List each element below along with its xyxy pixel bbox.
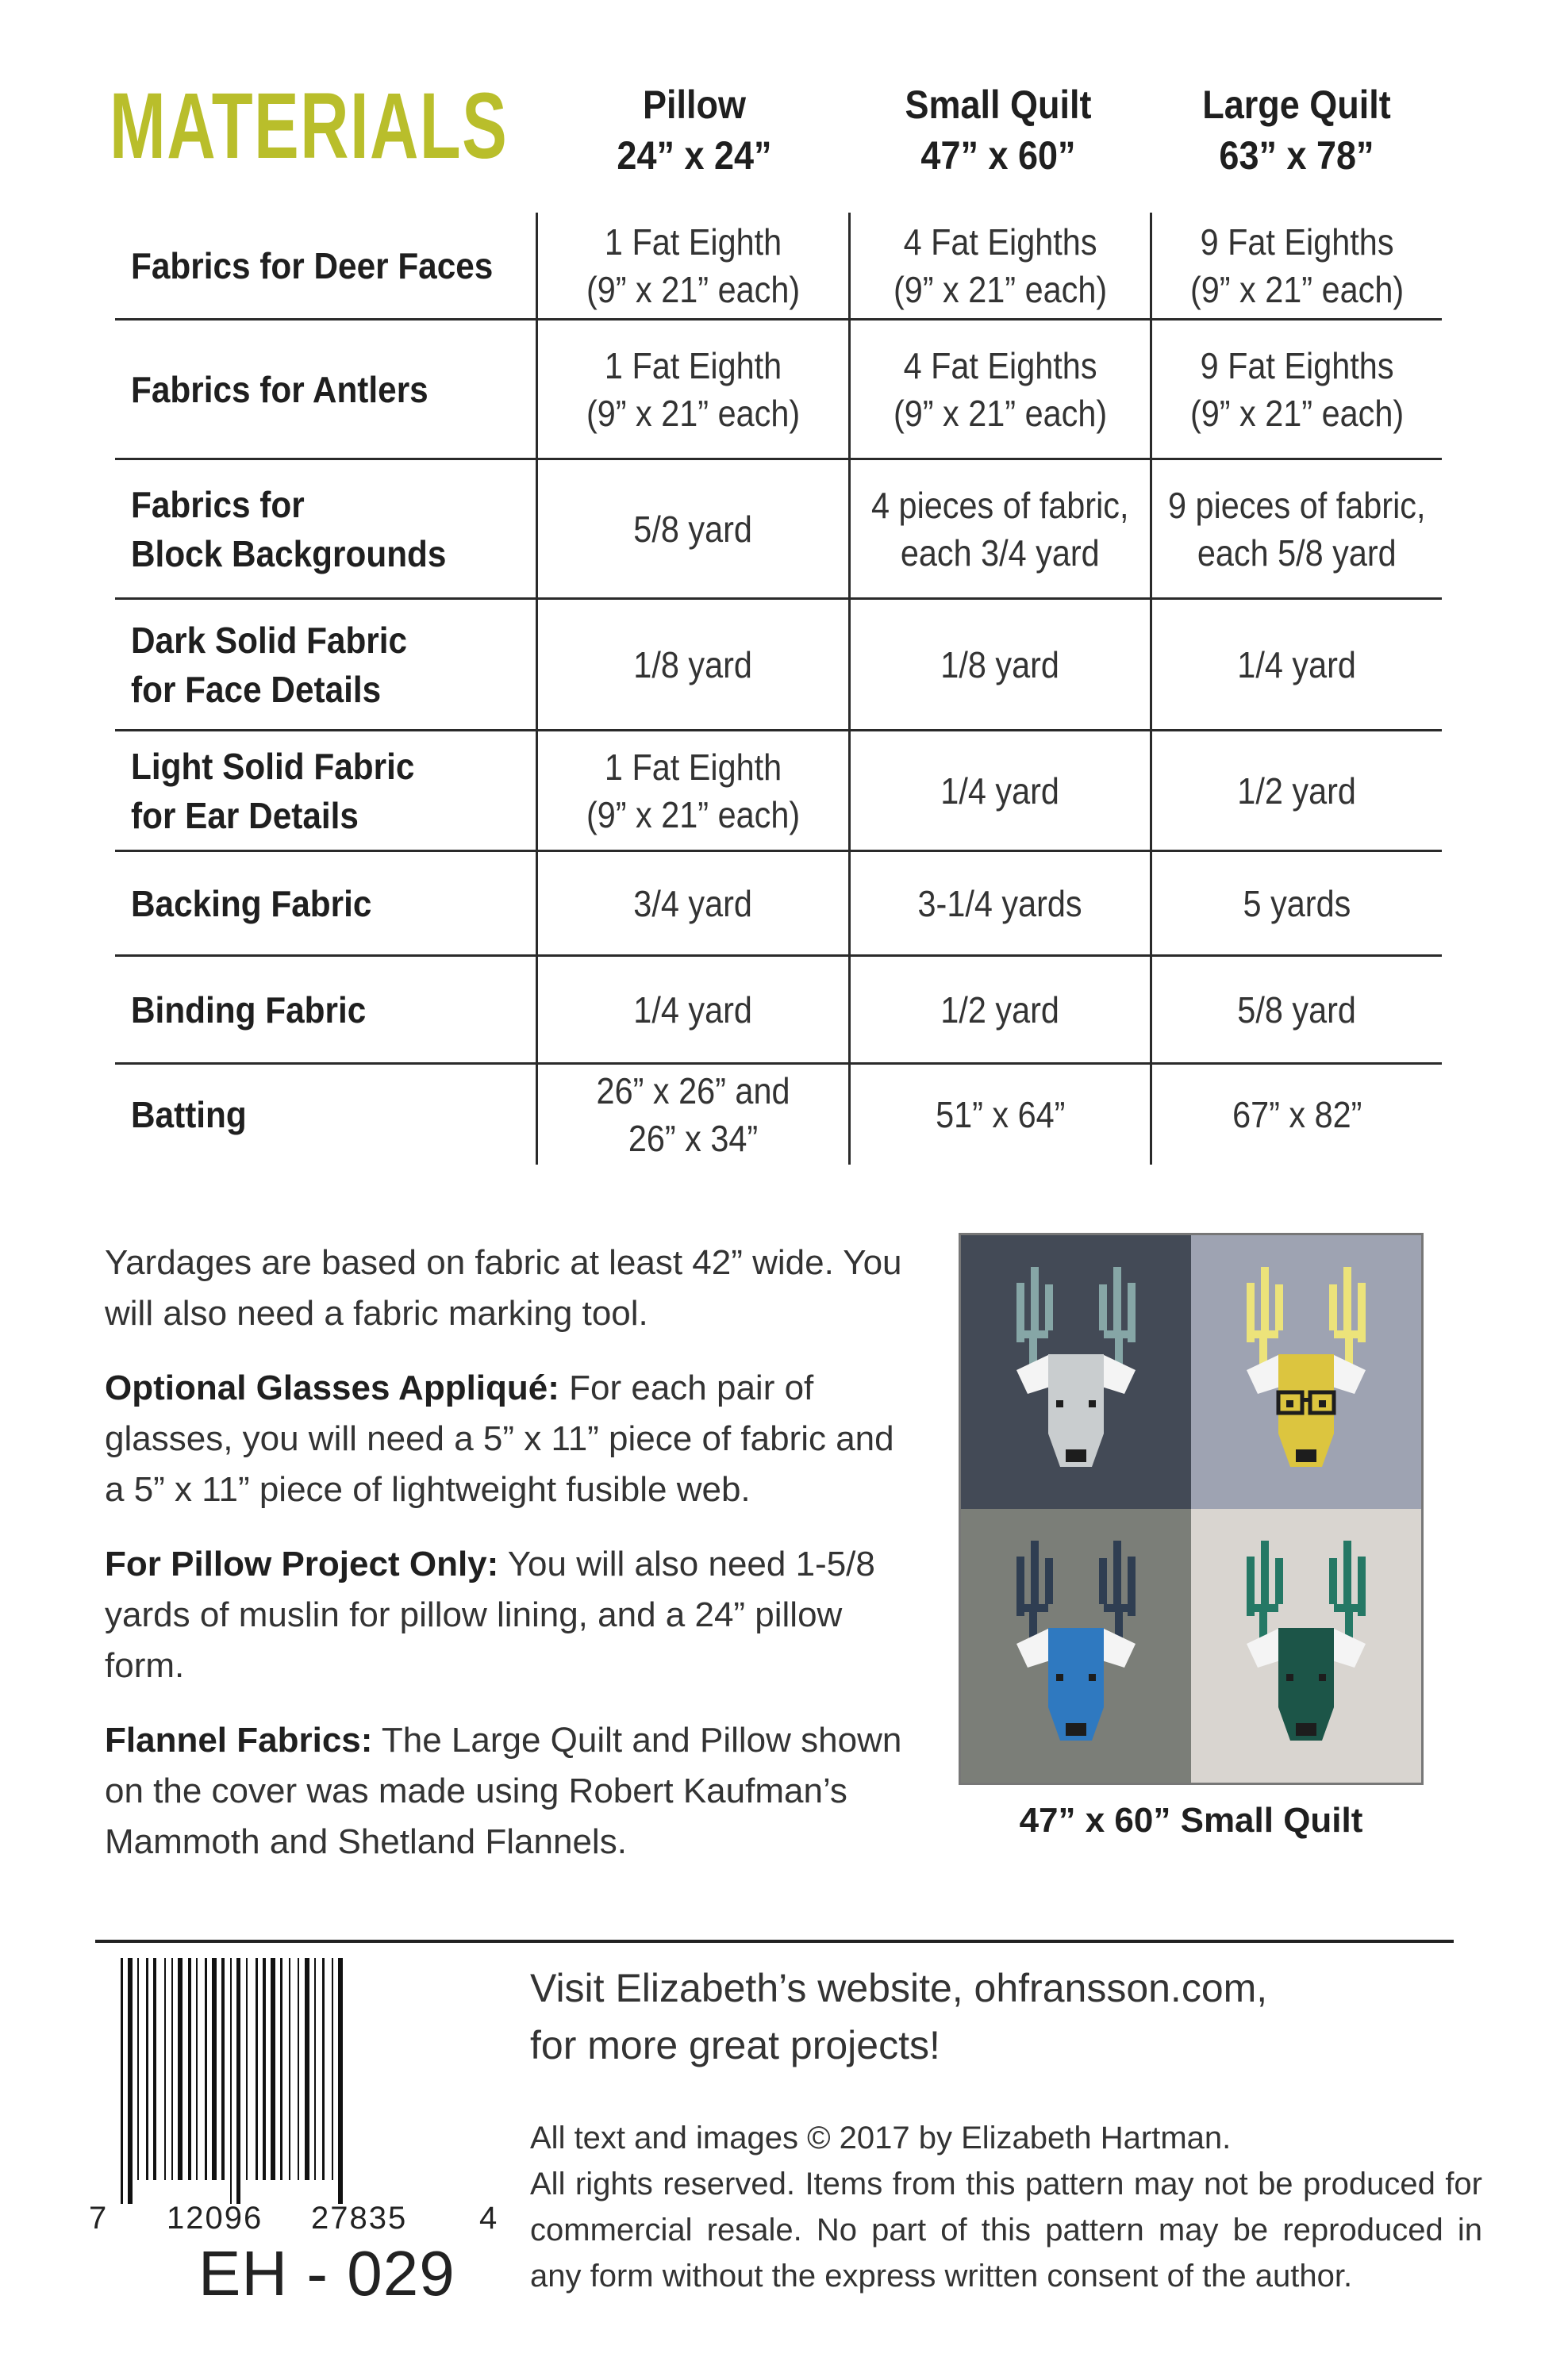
barcode-digits-group2: 27835 — [311, 2201, 408, 2236]
barcode-bar — [164, 1958, 166, 2180]
table-row — [115, 321, 1442, 460]
note-text: The Large Quilt and Pillow shown on the cover was made using Robert Kaufman’s Mammoth and Shetland Flannels. — [105, 1721, 902, 1861]
column-size: 47” x 60” — [920, 133, 1076, 178]
table-row — [115, 460, 1442, 600]
right-eye — [1089, 1400, 1096, 1407]
glasses-note — [105, 1363, 914, 1515]
antler-bar — [1031, 1267, 1039, 1330]
barcode-bar — [221, 1958, 225, 2180]
antler-bar — [1275, 1284, 1283, 1330]
large-quilt-cell: 5 yards — [1150, 852, 1442, 954]
glasses-bridge — [1301, 1398, 1312, 1402]
barcode-bar — [171, 1958, 173, 2180]
block-yellow-deer — [1191, 1235, 1421, 1509]
antler-bar — [1261, 1541, 1269, 1604]
row-label: Fabrics for Block Backgrounds — [131, 483, 447, 574]
small-quilt-cell: 1/4 yard — [848, 731, 1150, 850]
row-label: Fabrics for Deer Faces — [131, 244, 494, 286]
barcode-bar — [212, 1958, 217, 2180]
large-quilt-cell: 67” x 82” — [1150, 1065, 1442, 1165]
left-eye — [1056, 1674, 1063, 1681]
note-label: For Pillow Project Only: — [105, 1545, 499, 1583]
nose — [1066, 1449, 1086, 1462]
pillow-cell: 3/4 yard — [536, 852, 848, 954]
pillow-cell: 1 Fat Eighth (9” x 21” each) — [536, 731, 848, 850]
column-header-small-quilt — [855, 79, 1141, 181]
barcode-bar — [121, 1958, 123, 2204]
notes-section — [105, 1238, 914, 1891]
barcode-bar — [205, 1958, 207, 2180]
block-blue-deer — [961, 1509, 1191, 1783]
barcode-bar — [137, 1958, 139, 2180]
materials-table — [115, 213, 1442, 1165]
antler-bar — [1329, 1558, 1337, 1604]
small-quilt-cell: 4 Fat Eighths (9” x 21” each) — [848, 213, 1150, 318]
materials-heading: MATERIALS — [110, 74, 509, 178]
column-size: 24” x 24” — [617, 133, 772, 178]
row-label: Dark Solid Fabric for Face Details — [131, 619, 408, 710]
right-eye — [1319, 1400, 1326, 1407]
antler-bar — [1045, 1284, 1053, 1330]
barcode-bar — [178, 1958, 183, 2180]
large-quilt-cell: 9 Fat Eighths (9” x 21” each) — [1150, 213, 1442, 318]
antler-bar — [1045, 1558, 1053, 1604]
barcode-bar — [271, 1958, 275, 2180]
barcode-bar — [289, 1958, 290, 2180]
large-quilt-cell: 9 pieces of fabric, each 5/8 yard — [1150, 460, 1442, 597]
sku-code: EH - 029 — [198, 2238, 455, 2309]
antler-bar — [1247, 1330, 1278, 1338]
nose — [1296, 1723, 1316, 1736]
nose — [1296, 1449, 1316, 1462]
left-eye — [1286, 1400, 1293, 1407]
pillow-note — [105, 1539, 914, 1691]
barcode-digit-right: 4 — [479, 2201, 498, 2236]
pillow-cell: 1/4 yard — [536, 957, 848, 1062]
row-label: Batting — [131, 1094, 247, 1135]
barcode-bar — [322, 1958, 325, 2180]
large-quilt-cell: 1/2 yard — [1150, 731, 1442, 850]
small-quilt-cell: 4 pieces of fabric, each 3/4 yard — [848, 460, 1150, 597]
nose — [1066, 1723, 1086, 1736]
antler-bar — [1334, 1604, 1366, 1612]
barcode-bar — [256, 1958, 258, 2180]
large-quilt-cell: 1/4 yard — [1150, 600, 1442, 729]
column-size: 63” x 78” — [1219, 133, 1374, 178]
footer-text — [530, 1944, 1482, 2299]
small-quilt-cell: 3-1/4 yards — [848, 852, 1150, 954]
divider — [95, 1940, 1454, 1943]
antler-bar — [1104, 1330, 1136, 1338]
antler-bar — [1334, 1330, 1366, 1338]
website-note: Visit Elizabeth’s website, ohfransson.com, for more great projects! — [530, 1966, 1268, 2067]
right-eye — [1319, 1674, 1326, 1681]
barcode-bar — [153, 1958, 156, 2180]
barcode-bar — [314, 1958, 316, 2180]
small-quilt-image — [959, 1233, 1424, 1785]
antler-bar — [1343, 1267, 1351, 1330]
column-name: Large Quilt — [1202, 83, 1391, 127]
column-name: Small Quilt — [905, 83, 1092, 127]
barcode-digit-left: 7 — [89, 2201, 107, 2236]
barcode-bar — [280, 1958, 282, 2180]
small-quilt-cell: 51” x 64” — [848, 1065, 1150, 1165]
left-eye — [1286, 1674, 1293, 1681]
barcode-bar — [236, 1958, 240, 2204]
row-label: Backing Fabric — [131, 882, 372, 924]
barcode-bar — [246, 1958, 248, 2180]
barcode-bar — [298, 1958, 299, 2180]
pillow-cell: 5/8 yard — [536, 460, 848, 597]
large-quilt-cell: 9 Fat Eighths (9” x 21” each) — [1150, 321, 1442, 458]
table-row — [115, 1065, 1442, 1165]
copyright-line: All text and images © 2017 by Elizabeth Hartman. — [530, 2121, 1232, 2155]
pillow-cell: 26” x 26” and 26” x 34” — [536, 1065, 848, 1165]
table-row — [115, 731, 1442, 852]
barcode-bar — [196, 1958, 198, 2180]
column-header-large-quilt — [1154, 79, 1439, 181]
pillow-cell: 1/8 yard — [536, 600, 848, 729]
block-grey-deer — [961, 1235, 1191, 1509]
yardage-note: Yardages are based on fabric at least 42” wide. You will also need a fabric marking tool. — [105, 1243, 902, 1333]
column-header-pillow — [551, 79, 837, 181]
antler-bar — [1329, 1284, 1337, 1330]
antler-bar — [1113, 1541, 1121, 1604]
barcode-digits-group1: 12096 — [167, 2201, 263, 2236]
left-eye — [1056, 1400, 1063, 1407]
block-green-deer — [1191, 1509, 1421, 1783]
antler-bar — [1247, 1604, 1278, 1612]
antler-bar — [1031, 1541, 1039, 1604]
table-row — [115, 957, 1442, 1065]
table-row — [115, 852, 1442, 957]
quilt-caption: 47” x 60” Small Quilt — [1019, 1801, 1363, 1840]
flannel-note — [105, 1715, 914, 1868]
antler-bar — [1016, 1604, 1048, 1612]
antler-bar — [1261, 1267, 1269, 1330]
row-label: Light Solid Fabric for Ear Details — [131, 745, 415, 836]
barcode-bar — [230, 1958, 232, 2204]
pillow-cell: 1 Fat Eighth (9” x 21” each) — [536, 321, 848, 458]
copyright-block — [530, 2115, 1482, 2299]
barcode — [117, 1958, 490, 2204]
barcode-bar — [338, 1958, 343, 2204]
barcode-bar — [188, 1958, 191, 2180]
row-label: Binding Fabric — [131, 988, 367, 1031]
column-name: Pillow — [642, 83, 747, 127]
barcode-bar — [332, 1958, 333, 2180]
antler-bar — [1104, 1604, 1136, 1612]
pillow-cell: 1 Fat Eighth (9” x 21” each) — [536, 213, 848, 318]
barcode-bar — [128, 1958, 133, 2204]
barcode-bar — [263, 1958, 266, 2180]
antler-bar — [1099, 1558, 1107, 1604]
rights-line: All rights reserved. Items from this pattern may not be produced for commercial resale. No part of this pattern may be reproduced in any form without the express written consent of the author. — [530, 2167, 1482, 2294]
right-eye — [1089, 1674, 1096, 1681]
small-quilt-cell: 4 Fat Eighths (9” x 21” each) — [848, 321, 1150, 458]
barcode-bar — [146, 1958, 148, 2180]
table-row — [115, 600, 1442, 731]
antler-bar — [1016, 1330, 1048, 1338]
note-text: You will also need 1-5/8 yards of muslin for pillow lining, and a 24” pillow form. — [105, 1545, 875, 1685]
antler-bar — [1113, 1267, 1121, 1330]
small-quilt-cell: 1/8 yard — [848, 600, 1150, 729]
barcode-bar — [305, 1958, 309, 2180]
large-quilt-cell: 5/8 yard — [1150, 957, 1442, 1062]
antler-bar — [1099, 1284, 1107, 1330]
small-quilt-cell: 1/2 yard — [848, 957, 1150, 1062]
row-label: Fabrics for Antlers — [131, 368, 428, 410]
quilt-illustration — [961, 1235, 1421, 1783]
table-row — [115, 213, 1442, 321]
antler-bar — [1343, 1541, 1351, 1604]
antler-bar — [1275, 1558, 1283, 1604]
note-text: For each pair of glasses, you will need a 5” x 11” piece of fabric and a 5” x 11” piece of lightweight fusible web. — [105, 1368, 894, 1509]
note-label: Optional Glasses Appliqué: — [105, 1368, 559, 1407]
note-label: Flannel Fabrics: — [105, 1721, 373, 1760]
